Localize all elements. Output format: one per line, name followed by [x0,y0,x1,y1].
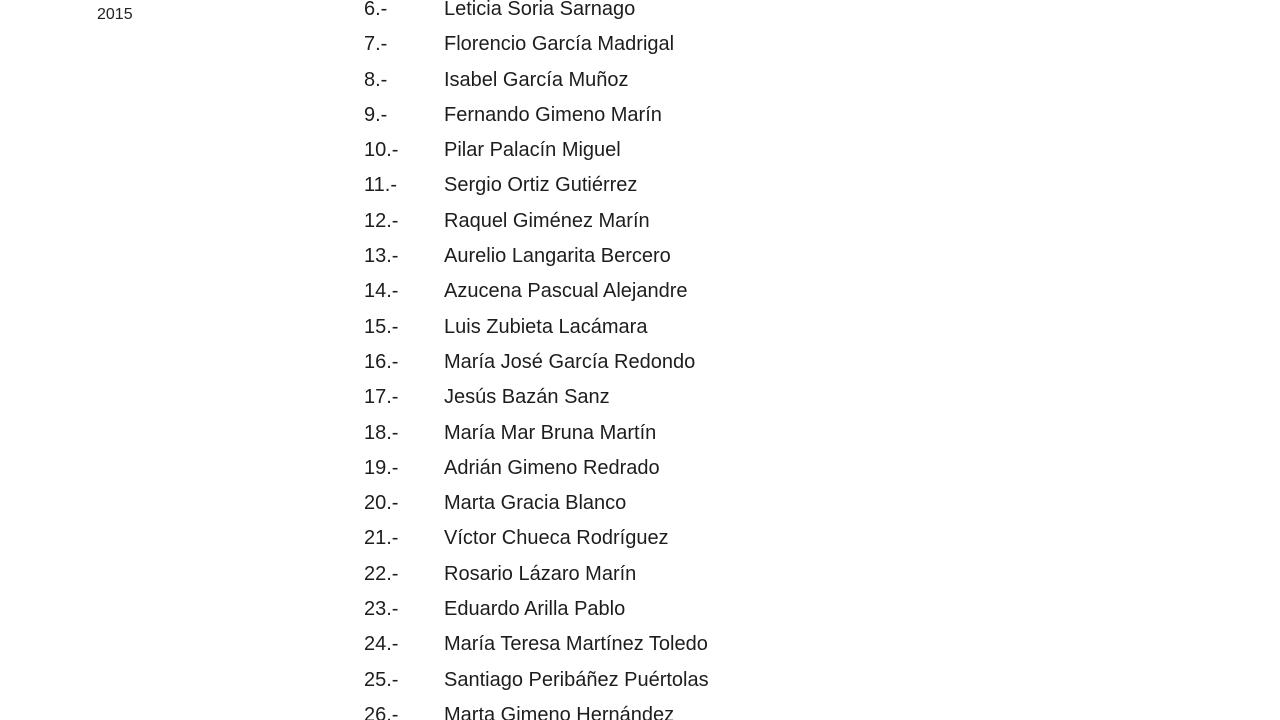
candidate-number: 13.- [364,245,399,268]
list-item [364,380,984,415]
candidate-name: Marta Gracia Blanco [444,492,627,515]
candidate-name: Luis Zubieta Lacámara [444,315,648,338]
candidate-number: 12.- [364,209,399,232]
list-item [364,0,984,27]
candidate-name: Isabel García Muñoz [444,68,629,91]
candidate-name: Leticia Soria Sarnago [444,0,636,20]
candidate-name: María Teresa Martínez Toledo [444,633,708,656]
candidate-name: María José García Redondo [444,350,696,373]
candidate-name: Adrián Gimeno Redrado [444,456,660,479]
list-item [364,698,984,720]
list-item [364,416,984,451]
list-item [364,627,984,662]
list-item [364,521,984,556]
candidate-name: Santiago Peribáñez Puértolas [444,668,709,691]
list-item [364,663,984,698]
candidate-number: 21.- [364,527,399,550]
candidate-name: Rosario Lázaro Marín [444,562,637,585]
candidate-number: 20.- [364,492,399,515]
candidate-number: 8.- [364,68,388,91]
candidate-number: 7.- [364,33,388,56]
candidate-number: 22.- [364,562,399,585]
candidate-number: 11.- [364,174,397,197]
candidate-number: 23.- [364,598,399,621]
candidate-name: María Mar Bruna Martín [444,421,657,444]
candidate-list [364,0,984,720]
list-item [364,63,984,98]
candidate-number: 19.- [364,456,399,479]
candidate-number: 24.- [364,633,399,656]
list-item [364,345,984,380]
candidate-number: 16.- [364,350,399,373]
year-label: 2015 [97,6,133,23]
candidate-name: Raquel Giménez Marín [444,209,650,232]
list-item [364,98,984,133]
candidate-name: Fernando Gimeno Marín [444,103,662,126]
candidate-number: 9.- [364,103,388,126]
list-item [364,310,984,345]
candidate-number: 15.- [364,315,399,338]
list-item [364,168,984,203]
candidate-name: Sergio Ortiz Gutiérrez [444,174,638,197]
list-item [364,204,984,239]
candidate-name: Marta Gimeno Hernández [444,703,675,720]
candidate-number: 25.- [364,668,399,691]
candidate-name: Aurelio Langarita Bercero [444,245,671,268]
candidate-name: Eduardo Arilla Pablo [444,598,626,621]
candidate-number: 14.- [364,280,399,303]
candidate-name: Pilar Palacín Miguel [444,139,621,162]
candidate-number: 18.- [364,421,399,444]
list-item [364,133,984,168]
candidate-number: 10.- [364,139,399,162]
candidate-name: Víctor Chueca Rodríguez [444,527,669,550]
list-item [364,557,984,592]
list-item [364,451,984,486]
candidate-name: Florencio García Madrigal [444,33,675,56]
list-item [364,274,984,309]
candidate-name: Azucena Pascual Alejandre [444,280,688,303]
list-item [364,239,984,274]
candidate-number: 26.- [364,703,399,720]
list-item [364,592,984,627]
candidate-number: 17.- [364,386,399,409]
candidate-number: 6.- [364,0,388,20]
candidate-name: Jesús Bazán Sanz [444,386,610,409]
list-item [364,486,984,521]
list-item [364,27,984,62]
